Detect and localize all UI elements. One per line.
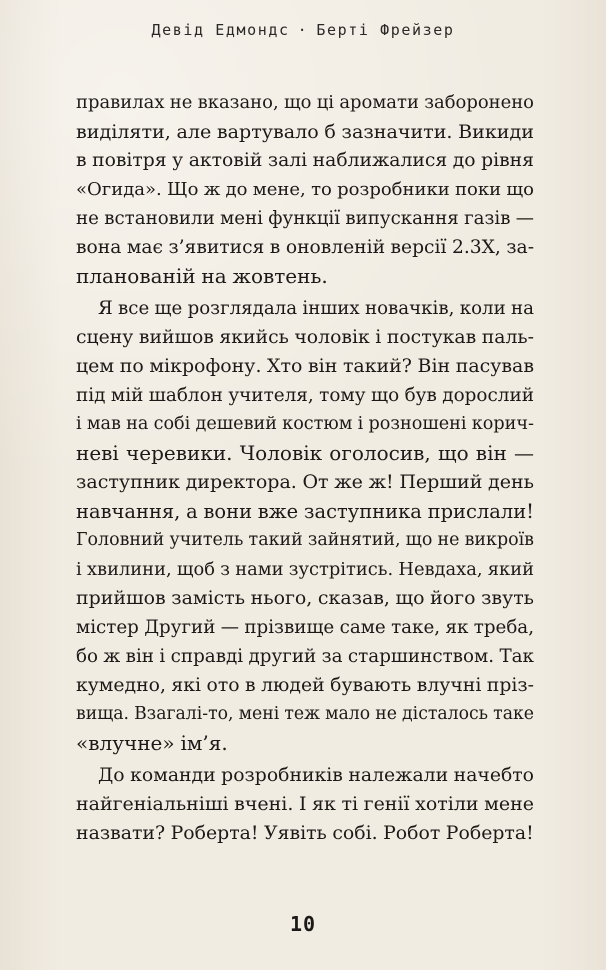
text-line: під мій шаблон учителя, тому що був дорослий [76,385,534,406]
text-line: в повітря у актовій залі наближалися до рівня [76,150,534,171]
author-name-1: Девід Едмондс [151,21,290,39]
text-line: До команди розробників належали начебто [98,765,534,786]
text-line: бо ж він і справді другий за старшинством. Так [76,646,534,667]
text-line: кумедно, які ото в людей бувають влучні пріз- [76,675,534,696]
text-line: «влучне» ім’я. [76,731,228,755]
paragraph-3 [76,761,534,848]
author-name-2: Берті Фрейзер [316,21,455,39]
body-text [76,88,534,848]
paragraph-2 [76,294,534,758]
text-line: вища. Взагалі-то, мені теж мало не дісталось таке [76,704,534,724]
text-line: навчання, а вони вже заступника прислали! [76,500,534,523]
text-line: сцену вийшов якийсь чоловік і постукав паль- [76,327,534,348]
text-line: виділяти, але вартувало б зазначити. Викиди [76,120,534,143]
text-line: вона має з’явитися в оновленій версії 2.3X, за- [76,237,534,258]
text-line: і хвилини, щоб з нами зустрітись. Невдаха, який [76,559,534,580]
text-line: найгеніальніші вчені. І як ті генії хотіли мене [76,793,534,815]
text-line: цем по мікрофону. Хто він такий? Він пасував [76,355,534,377]
text-line: не встановили мені функції випускання газів — [76,208,534,229]
text-line: Я все ще розглядала інших новачків, коли на [98,298,534,319]
header-separator: · [297,21,309,39]
text-line: планованій на жовтень. [76,264,328,288]
text-line: містер Другий — прізвище саме таке, як треба, [76,617,534,638]
text-line: назвати? Роберта! Уявіть собі. Робот Роберта! [76,822,534,844]
running-head [0,21,606,39]
text-line: неві черевики. Чоловік оголосив, що він — [76,441,534,465]
text-line: Головний учитель такий зайнятий, що не викроїв [76,530,534,550]
text-line: прийшов замість нього, сказав, що його звуть [76,587,534,609]
paragraph-1 [76,88,534,291]
text-line: і мав на собі дешевий костюм і розношені корич- [76,414,534,434]
text-line: правилах не вказано, що ці аромати заборонено [76,92,534,113]
page-number: 10 [289,912,317,936]
text-line: заступник директора. От же ж! Перший день [76,471,534,493]
text-line: «Огида». Що ж до мене, то розробники поки що [76,179,534,200]
